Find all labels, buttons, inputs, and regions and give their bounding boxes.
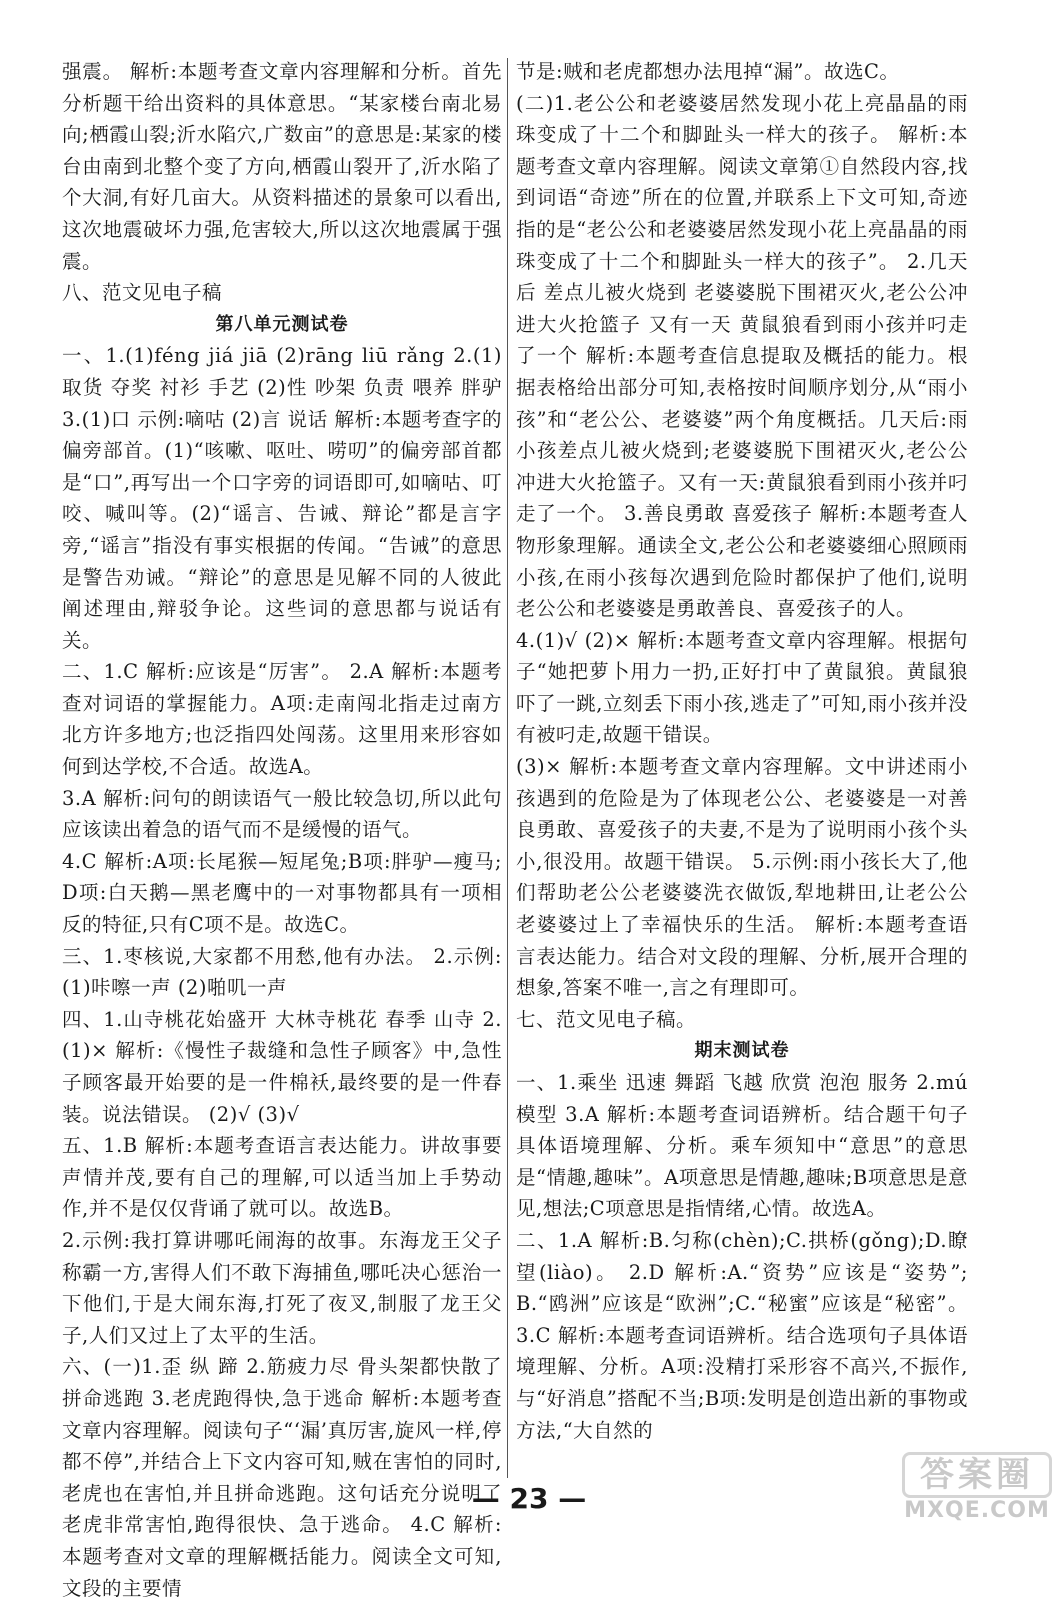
answer-paragraph: 五、1.B 解析:本题考查语言表达能力。讲故事要声情并茂,要有自己的理解,可以适当加上手势动作,并不是仅仅背诵了就可以。故选B。: [62, 1134, 502, 1221]
answer-paragraph: 一、1.(1)féng jiá jiā (2)rāng liū rǎng 2.(1)取货 夺奖 衬衫 手艺 (2)性 吵架 负责 喂养 胖驴 3.(1)口 示例:嘀咕 (2)言 说话 解析:本题考查字的偏旁部首。(1)“咳嗽、呕吐、唠叨”的偏旁部首都是“口”,再写出一个口字旁的词语即可,如嘀咕、叮咬、喊叫等。(2)“谣言、告诫、辩论”都是言字旁,“谣言”指没有事实根据的传闻。“告诫”的意思是警告劝诫。“辩论”的意思是见解不同的人彼此阐述理由,辩驳争论。这些词的意思都与说话有关。: [62, 344, 502, 652]
answer-paragraph: 一、1.乘坐 迅速 舞蹈 飞越 欣赏 泡泡 服务 2.mú 模型 3.A 解析:本题考查词语辨析。结合题干句子具体语境理解、分析。乘车须知中“意思”的意思是“情趣,趣味”。A项意思是情趣,趣味;B项意思是意见,想法;C项意思是指情绪,心情。故选A。: [516, 1071, 968, 1221]
answer-paragraph: 六、(一)1.歪 纵 蹄 2.筋疲力尽 骨头架都快散了 拼命逃跑 3.老虎跑得快,急于逃命 解析:本题考查文章内容理解。阅读句子“‘漏’真厉害,旋风一样,停都不停”,并结合上下文内容可知,贼在害怕的同时,老虎也在害怕,并且拼命逃跑。这句话充分说明了老虎非常害怕,跑得很快、急于逃命。 4.C 解析:本题考查对文章的理解概括能力。阅读全文可知,文段的主要情: [62, 1355, 502, 1600]
answer-paragraph: 八、范文见电子稿: [62, 281, 223, 305]
section-heading: 第八单元测试卷: [215, 313, 349, 335]
answer-paragraph: 二、1.A 解析:B.匀称(chèn);C.拱桥(gǒng);D.瞭望(liào)。 2.D 解析:A.“资势”应该是“姿势”;B.“鸥洲”应该是“欧洲”;C.“秘蜜”应该是“秘密”。 3.C 解析:本题考查词语辨析。结合选项句子具体语境理解、分析。A项:没精打采形容不高兴,不振作,与“好消息”搭配不当;B项:发明是创造出新的事物或方法,“大自然的: [516, 1228, 968, 1442]
watermark-site: MXQE.COM: [904, 1498, 1050, 1523]
answer-paragraph: 节是:贼和老虎都想办法甩掉“漏”。故选C。: [516, 60, 900, 83]
answer-paragraph: (3)× 解析:本题考查文章内容理解。文中讲述雨小孩遇到的危险是为了体现老公公、老婆婆是一对善良勇敢、喜爱孩子的夫妻,不是为了说明雨小孩个头小,很没用。故题干错误。 5.示例:雨小孩长大了,他们帮助老公公老婆婆洗衣做饭,犁地耕田,让老公公老婆婆过上了幸福快乐的生活。 解析:本题考查语言表达能力。结合对文段的理解、分析,展开合理的想象,答案不唯一,言之有理即可。: [516, 755, 968, 1000]
answer-paragraph: 4.C 解析:A项:长尾猴—短尾兔;B项:胖驴—瘦马;D项:白天鹅—黑老鹰中的一对事物都具有一项相反的特征,只有C项不是。故选C。: [62, 849, 502, 937]
answer-paragraph: 二、1.C 解析:应该是“厉害”。 2.A 解析:本题考查对词语的掌握能力。A项:走南闯北指走过南方北方许多地方;也泛指四处闯荡。这里用来形容如何到达学校,不合适。故选A。: [62, 660, 502, 779]
section-heading: 期末测试卷: [694, 1040, 790, 1062]
answer-paragraph: 强震。 解析:本题考查文章内容理解和分析。首先分析题干给出资料的具体意思。“某家楼台南北易向;栖霞山裂;沂水陷穴,广数亩”的意思是:某家的楼台由南到北整个变了方向,栖霞山裂开了,沂水陷了个大洞,有好几亩大。从资料描述的景象可以看出,这次地震破坏力强,危害较大,所以这次地震属于强震。: [62, 60, 502, 273]
answer-paragraph: 七、范文见电子稿。: [516, 1007, 697, 1031]
answer-paragraph: (二)1.老公公和老婆婆居然发现小花上亮晶晶的雨珠变成了十二个和脚趾头一样大的孩子。 解析:本题考查文章内容理解。阅读文章第①自然段内容,找到词语“奇迹”所在的位置,并联系上下文可知,奇迹指的是“老公公和老婆婆居然发现小花上亮晶晶的雨珠变成了十二个和脚趾头一样大的孩子”。 2.几天后 差点儿被火烧到 老婆婆脱下围裙灭火,老公公冲进大火抢篮子 又有一天 黄鼠狼看到雨小孩并叼走了一个 解析:本题考查信息提取及概括的能力。根据表格给出部分可知,表格按时间顺序划分,从“雨小孩”和“老公公、老婆婆”两个角度概括。几天后:雨小孩差点儿被火烧到;老婆婆脱下围裙灭火,老公公冲进大火抢篮子。又有一天:黄鼠狼看到雨小孩并叼走了一个。 3.善良勇敢 喜爱孩子 解析:本题考查人物形象理解。通读全文,老公公和老婆婆细心照顾雨小孩,在雨小孩每次遇到危险时都保护了他们,说明老公公和老婆婆是勇敢善良、喜爱孩子的人。: [516, 91, 968, 621]
right-column: [516, 56, 968, 1446]
watermark-text: 答案圈: [902, 1452, 1052, 1498]
column-divider: [507, 58, 508, 1478]
answer-paragraph: 三、1.枣核说,大家都不用愁,他有办法。 2.示例:(1)咔嚓一声 (2)啪叽一声: [62, 944, 502, 1000]
page-number: — 23 —: [471, 1482, 587, 1515]
left-column: [62, 56, 502, 1604]
answer-paragraph: 四、1.山寺桃花始盛开 大林寺桃花 春季 山寺 2.(1)× 解析:《慢性子裁缝和急性子顾客》中,急性子顾客最开始要的是一件棉袄,最终要的是一件春装。说法错误。 (2)√ (3)√: [62, 1007, 502, 1126]
watermark-logo: [902, 1452, 1052, 1530]
answer-paragraph: 3.A 解析:问句的朗读语气一般比较急切,所以此句应该读出着急的语气而不是缓慢的语气。: [62, 786, 502, 842]
answer-paragraph: 2.示例:我打算讲哪吒闹海的故事。东海龙王父子称霸一方,害得人们不敢下海捕鱼,哪吒决心惩治一下他们,于是大闹东海,打死了夜叉,制服了龙王父子,人们又过上了太平的生活。: [62, 1228, 502, 1347]
answer-paragraph: 4.(1)√ (2)× 解析:本题考查文章内容理解。根据句子“她把萝卜用力一扔,正好打中了黄鼠狼。黄鼠狼吓了一跳,立刻丢下雨小孩,逃走了”可知,雨小孩并没有被叼走,故题干错误。: [516, 628, 968, 747]
